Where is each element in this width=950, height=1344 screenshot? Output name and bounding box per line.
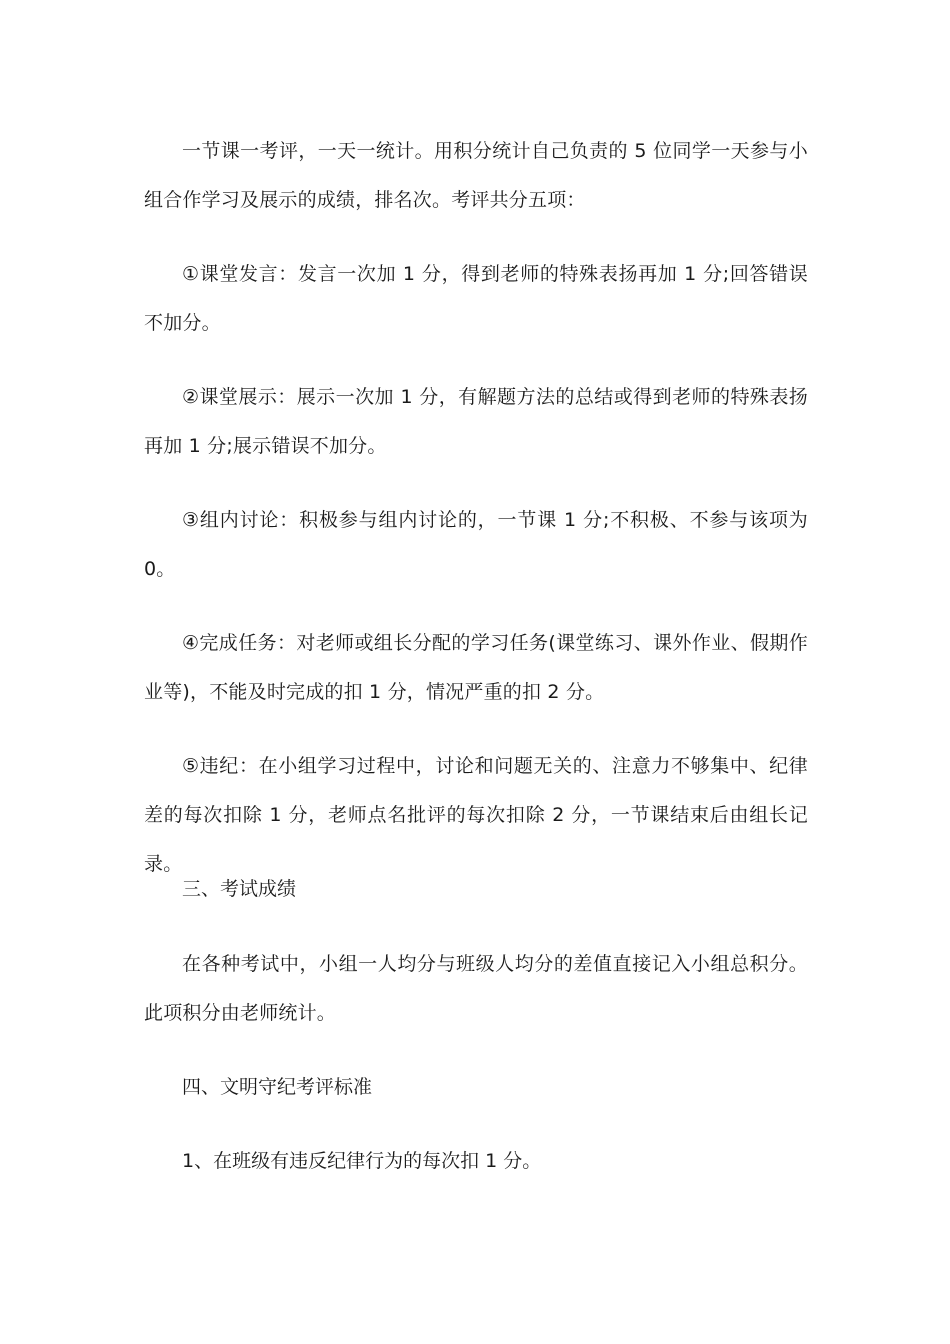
rule-group-discussion: ③组内讨论：积极参与组内讨论的，一节课 1 分;不积极、不参与该项为 0。 <box>144 509 808 580</box>
rule-classroom-speech: ①课堂发言：发言一次加 1 分，得到老师的特殊表扬再加 1 分;回答错误不加分。 <box>144 263 808 334</box>
section-4-heading: 四、文明守纪考评标准 <box>182 1076 373 1098</box>
section-3-paragraph: 在各种考试中，小组一人均分与班级人均分的差值直接记入小组总积分。此项积分由老师统计。 <box>144 953 808 1024</box>
intro-paragraph: 一节课一考评，一天一统计。用积分统计自己负责的 5 位同学一天参与小组合作学习及展示的成绩，排名次。考评共分五项： <box>144 140 808 211</box>
rule-classroom-presentation: ②课堂展示：展示一次加 1 分，有解题方法的总结或得到老师的特殊表扬再加 1 分;展示错误不加分。 <box>144 386 808 457</box>
rule-discipline-violation: ⑤违纪：在小组学习过程中，讨论和问题无关的、注意力不够集中、纪律差的每次扣除 1 分，老师点名批评的每次扣除 2 分，一节课结束后由组长记录。 <box>144 755 808 875</box>
section-3-heading: 三、考试成绩 <box>182 878 297 900</box>
section-4-item-1: 1、在班级有违反纪律行为的每次扣 1 分。 <box>182 1150 542 1172</box>
rule-complete-tasks: ④完成任务：对老师或组长分配的学习任务(课堂练习、课外作业、假期作业等)，不能及时完成的扣 1 分，情况严重的扣 2 分。 <box>144 632 808 703</box>
